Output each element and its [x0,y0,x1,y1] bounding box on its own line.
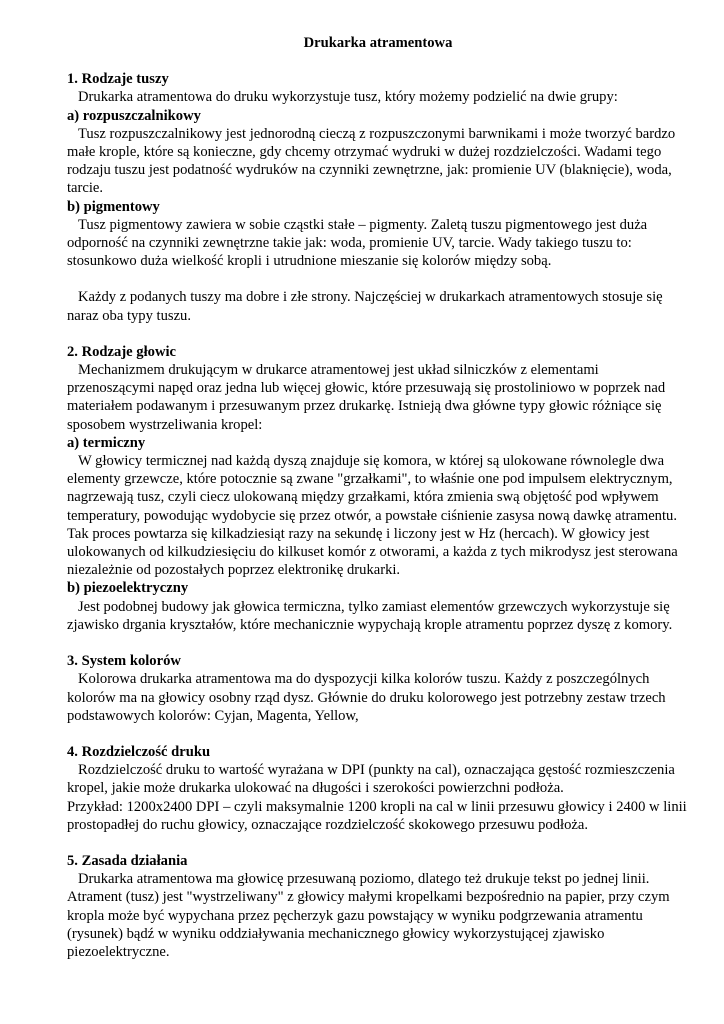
document-page [67,34,689,979]
paragraph: Kolorowa drukarka atramentowa ma do dyspozycji kilka kolorów tuszu. Każdy z poszczególnych kolorów ma na głowicy osobny rząd dysz. Głównie do druku kolorowego jest potrzebny zestaw trzech podstawowych kolorów: Cyjan, Magenta, Yellow, [67,671,666,724]
document-title: Drukarka atramentowa [303,35,453,51]
paragraph: Każdy z podanych tuszy ma dobre i złe strony. Najczęściej w drukarkach atramentowych stosuje się naraz oba typy tuszu. [67,289,663,324]
subheading: a) rozpuszczalnikowy [67,107,201,124]
paragraph: Mechanizmem drukującym w drukarce atramentowej jest układ silniczków z elementami przenoszącymi napęd oraz jedna lub więcej głowic, które przesuwają się prostoliniowo w poprzek nad materiałem podawanym i przesuwanym przez drukarkę. Istnieją dwa główne typy głowic różniące się sposobem wystrzeliwania kropel: [67,362,666,433]
subheading: a) termiczny [67,434,146,451]
section-heading: 1. Rodzaje tuszy [67,71,169,88]
section-principle [67,852,689,961]
paragraph: Jest podobnej budowy jak głowica termiczna, tylko zamiast elementów grzewczych wykorzystuje się zjawisko drgania kryształów, które mechanicznie wypychają krople atramentu poprzez dyszę z komory. [67,598,673,633]
paragraph: Tusz pigmentowy zawiera w sobie cząstki stałe – pigmenty. Zaletą tuszu pigmentowego jest duża odporność na czynniki zewnętrzne takie jak: woda, promienie UV, tarcie. Wady takiego tuszu to: stosunkowo duża wielkość kropli i utrudnione mieszanie się kolorów między sobą. [67,216,648,270]
section-ink-types [67,70,689,325]
subheading: b) piezoelektryczny [67,580,189,597]
section-heading: 4. Rozdzielczość druku [67,743,211,760]
section-head-types [67,343,689,634]
paragraph: Przykład: 1200x2400 DPI – czyli maksymalnie 1200 kropli na cal w linii przesuwu głowicy i 2400 w linii prostopadłej do ruchu głowicy, oznaczające rozdzielczość skokowego przesuwu podłoża. [67,798,687,833]
section-heading: 2. Rodzaje głowic [67,343,177,360]
subheading: b) pigmentowy [67,198,160,215]
paragraph: W głowicy termicznej nad każdą dyszą znajduje się komora, w której są ulokowane równolegle dwa elementy grzewcze, które potocznie są zwane "grzałkami", to właśnie one pod impulsem elektrycznym, nagrzewają tusz, czyli ciecz ulokowaną między grzałkami, która zmienia swą objętość pod wpływem temperatury, powodując wydobycie się przez otwór, a powstałe ciśnienie zasysa nową dawkę atramentu. Tak proces powtarza się kilkadziesiąt razy na sekundę i liczony jest w Hz (hercach). W głowicy jest ulokowanych od kilkudziesięciu do kilkuset komór z otworami, a każda z tych mikrodysz jest sterowana niezależnie od pozostałych poprzez elektronikę drukarki. [67,453,678,579]
paragraph: Tusz rozpuszczalnikowy jest jednorodną cieczą z rozpuszczonymi barwnikami i może tworzyć bardzo małe krople, które są konieczne, gdy chcemy otrzymać wydruki w dużej rozdzielczości. Wadami tego rodzaju tuszu jest podatność wydruków na czynniki zewnętrzne, jak: promienie UV (blaknięcie), woda, tarcie. [67,125,676,197]
paragraph: Rozdzielczość druku to wartość wyrażana w DPI (punkty na cal), oznaczająca gęstość rozmieszczenia kropel, jakie może drukarka ulokować na długości i szerokości powierzchni podłoża. [67,762,675,797]
section-color-system [67,652,689,725]
paragraph: Drukarka atramentowa do druku wykorzystuje tusz, który możemy podzielić na dwie grupy: [78,89,618,106]
paragraph: Drukarka atramentowa ma głowicę przesuwaną poziomo, dlatego też drukuje tekst po jednej linii. Atrament (tusz) jest "wystrzeliwany" z głowicy małymi kropelkami bezpośrednio na papier, przy czym kropla może być wypychana przez pęcherzyk gazu powstający w wyniku podgrzewania atramentu (rysunek) bądź w wyniku oddziaływania mechanicznego głowicy wykorzystującej zjawisko piezoelektryczne. [67,871,670,960]
section-heading: 3. System kolorów [67,653,181,670]
section-heading: 5. Zasada działania [67,852,188,869]
section-resolution [67,743,689,834]
